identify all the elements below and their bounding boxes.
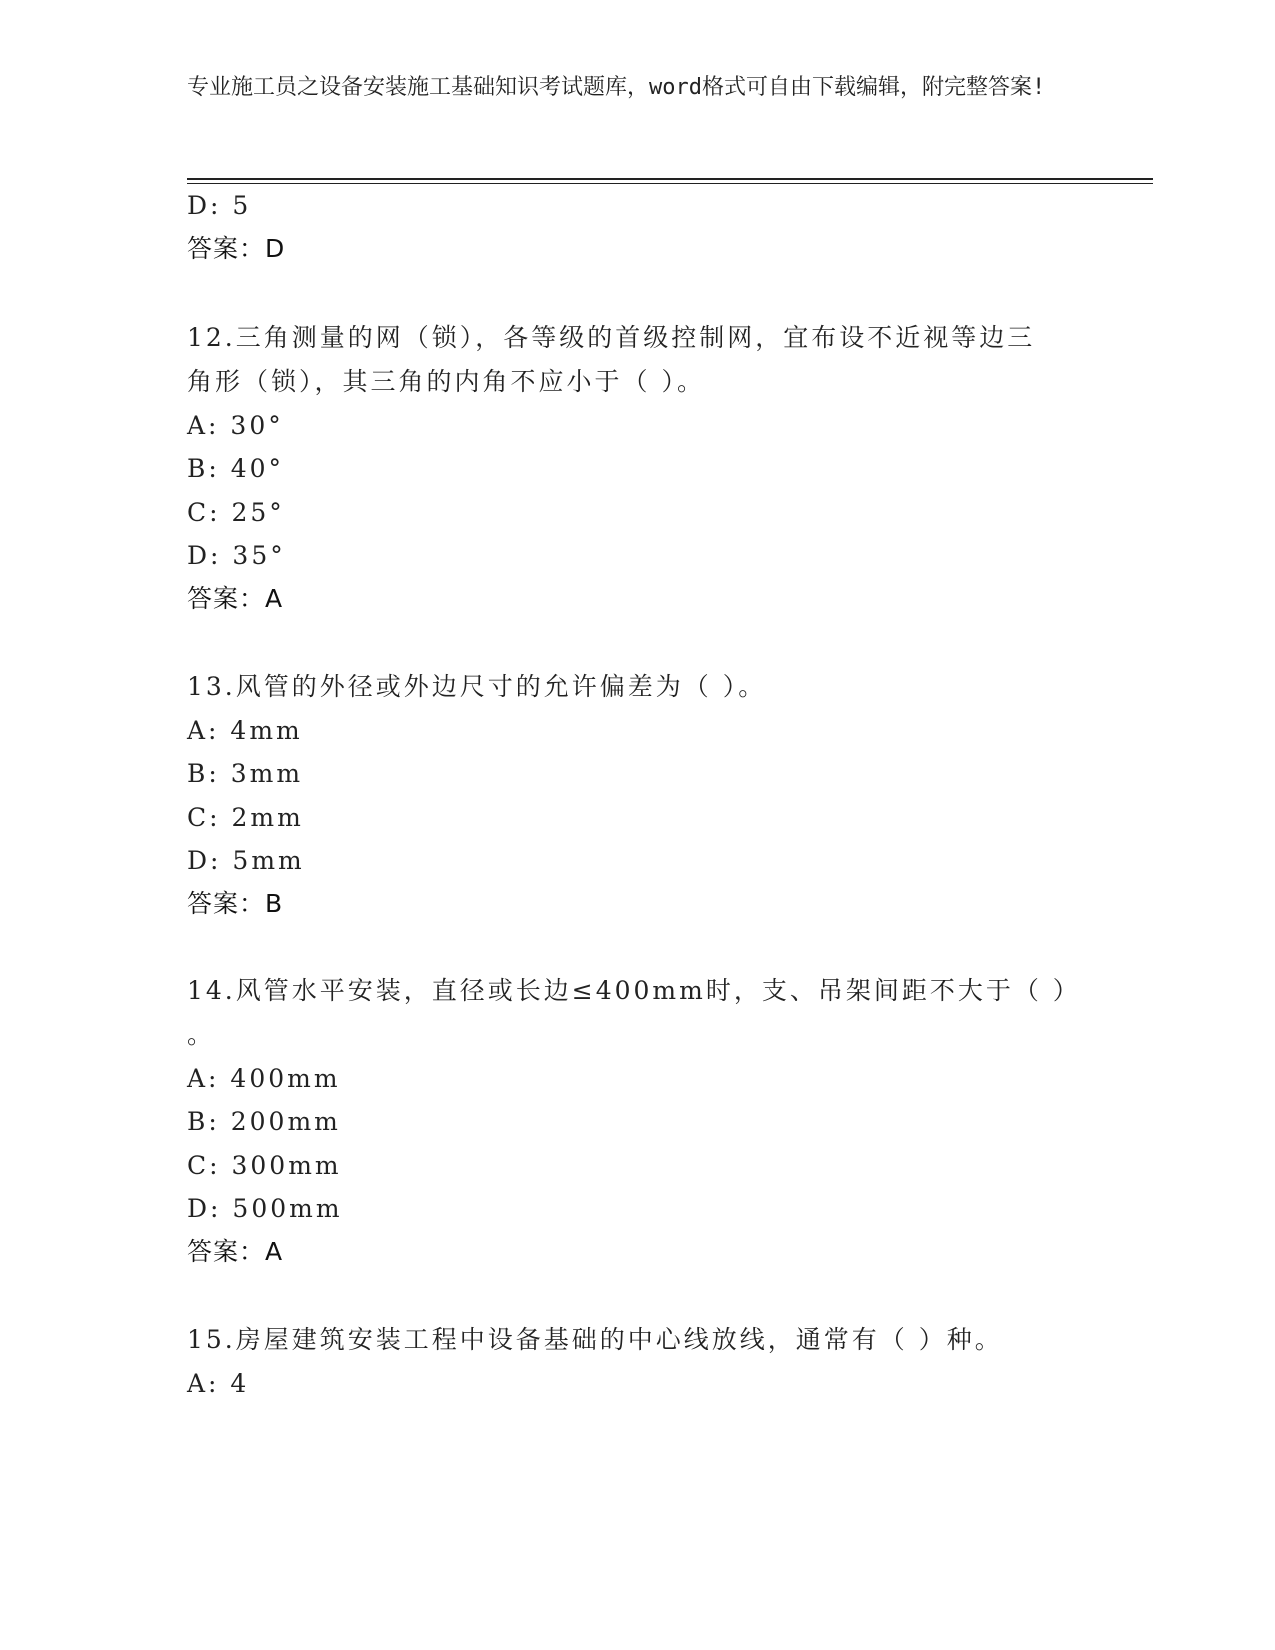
question-14-stem-line-2: 。 (187, 1020, 216, 1049)
document-header: 专业施工员之设备安装施工基础知识考试题库，word格式可自由下载编辑，附完整答案! (187, 75, 1046, 100)
question-12-stem-line-1: 12.三角测量的网（锁），各等级的首级控制网，宜布设不近视等边三 (187, 323, 1036, 352)
question-14-option-b: B: 200mm (187, 1107, 341, 1136)
question-14-option-c: C: 300mm (187, 1151, 342, 1180)
question-13-option-b: B: 3mm (187, 759, 304, 788)
question-13-option-c: C: 2mm (187, 803, 304, 832)
question-14-option-a: A: 400mm (187, 1064, 341, 1093)
answer-line: 答案：D (187, 234, 286, 263)
question-15-stem-line-1: 15.房屋建筑安装工程中设备基础的中心线放线，通常有（ ）种。 (187, 1325, 1003, 1354)
header-rule-thin (187, 183, 1153, 184)
question-12-option-b: B: 40° (187, 454, 285, 483)
question-14-answer: 答案：A (187, 1237, 284, 1266)
option-d: D: 5 (187, 191, 252, 220)
question-13-option-a: A: 4mm (187, 716, 303, 745)
question-13-answer: 答案：B (187, 889, 284, 918)
header-rule-thick (187, 178, 1153, 180)
question-14-stem-line-1: 14.风管水平安装，直径或长边≤400mm时，支、吊架间距不大于（ ） (187, 976, 1081, 1005)
question-13-option-d: D: 5mm (187, 846, 305, 875)
question-12-option-d: D: 35° (187, 541, 286, 570)
question-15-option-a: A: 4 (187, 1369, 250, 1398)
question-12-option-c: C: 25° (187, 498, 285, 527)
question-13-stem-line-1: 13.风管的外径或外边尺寸的允许偏差为（ ）。 (187, 672, 767, 701)
question-12-stem-line-2: 角形（锁），其三角的内角不应小于（ ）。 (187, 367, 705, 396)
question-12-answer: 答案：A (187, 584, 284, 613)
question-14-option-d: D: 500mm (187, 1194, 343, 1223)
question-12-option-a: A: 30° (187, 411, 284, 440)
